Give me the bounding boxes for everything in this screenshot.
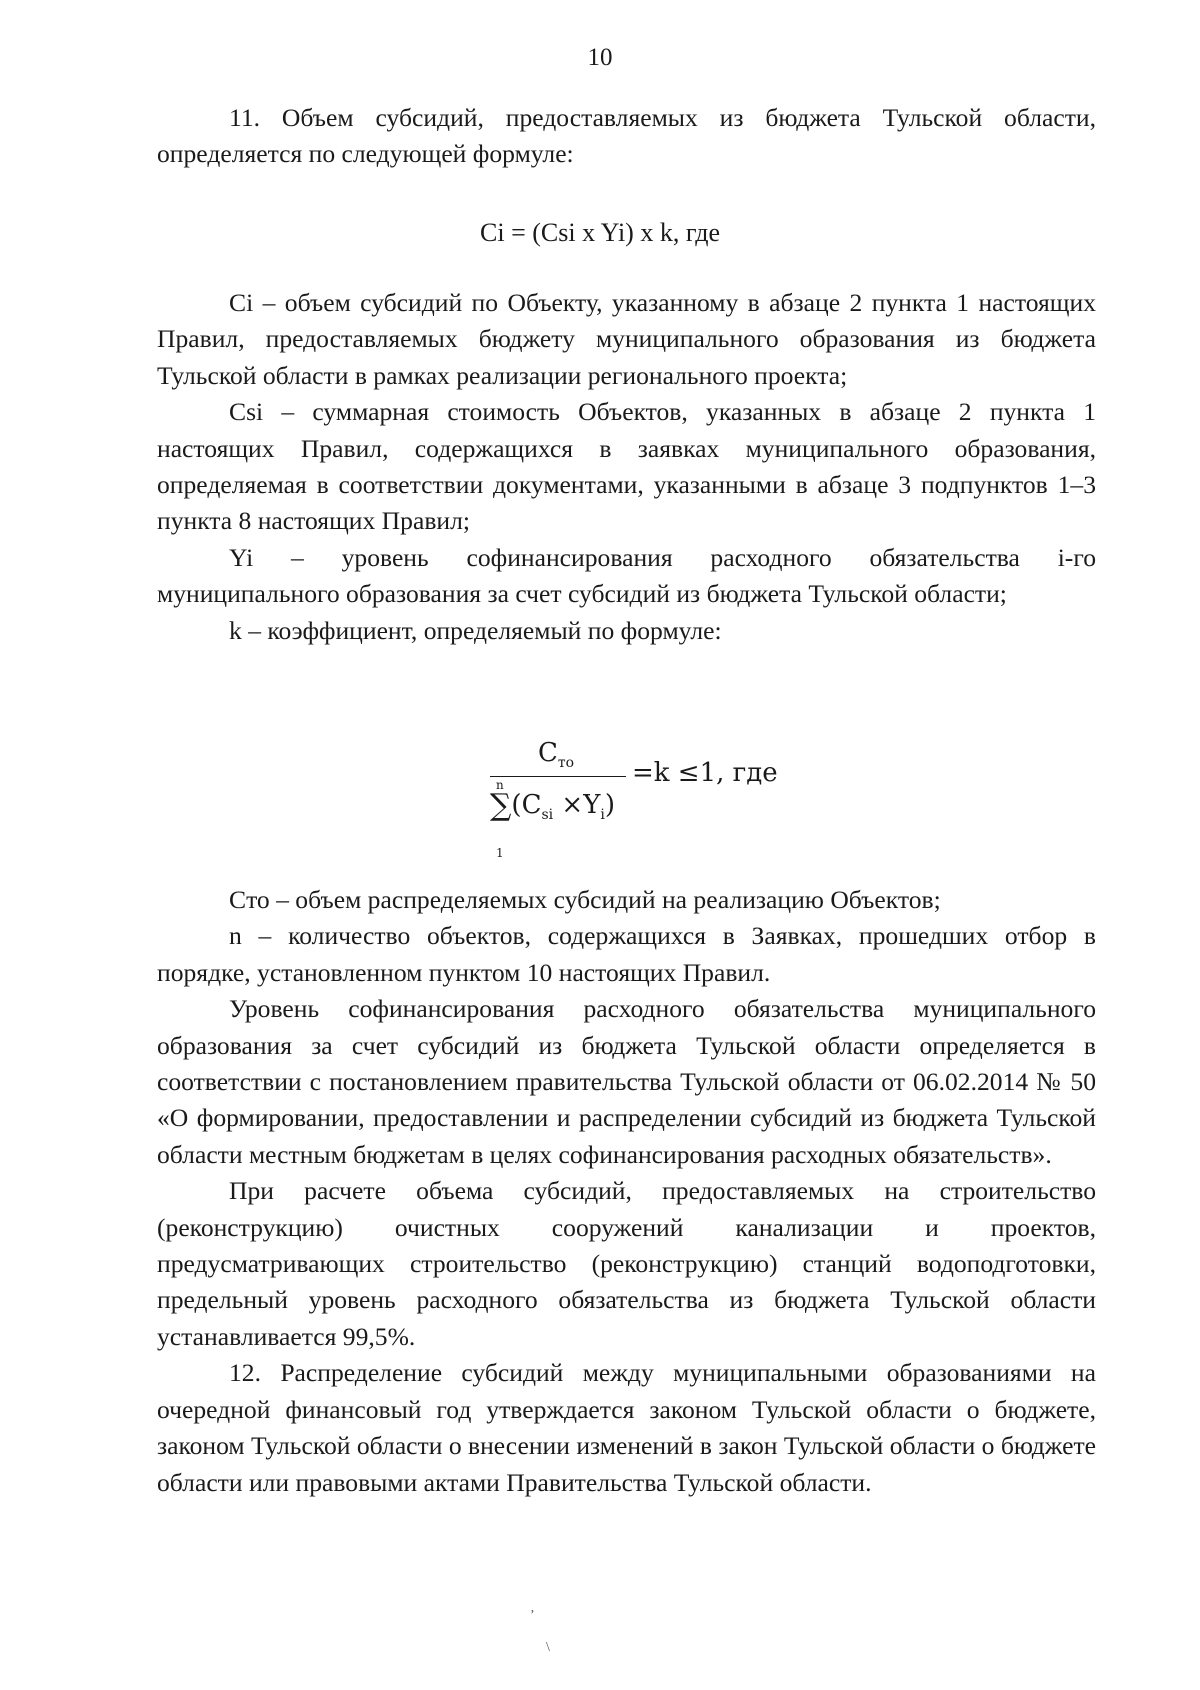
fraction-bar bbox=[490, 776, 626, 777]
intro-block bbox=[157, 100, 1096, 173]
definition-ci: Ci – объем субсидий по Объекту, указанному в абзаце 2 пункта 1 настоящих Правил, предоставляемых бюджету муниципального образования из бюджета Тульской области в рамках реализации регионального проекта; bbox=[157, 288, 1096, 390]
formula-denominator: $\sum(C_{si} \times Y_i)$ bbox=[490, 788, 615, 824]
definition-cto: Cто – объем распределяемых субсидий на реализацию Объектов; bbox=[229, 885, 941, 914]
sum-lower-limit: 1 bbox=[496, 846, 504, 860]
scan-mark: ʼ bbox=[530, 1608, 535, 1623]
paragraph-11: 11. Объем субсидий, предоставляемых из бюджета Тульской области, определяется по следующей формуле: bbox=[157, 103, 1096, 169]
definition-n: n – количество объектов, содержащихся в Заявках, прошедших отбор в порядке, установленном пунктом 10 настоящих Правил. bbox=[157, 921, 1096, 987]
definition-k: k – коэффициент, определяемый по формуле: bbox=[229, 615, 722, 645]
formula-rhs: =k ≤1, где bbox=[632, 758, 778, 788]
page-number: 10 bbox=[587, 44, 613, 71]
definitions-block bbox=[157, 285, 1096, 649]
body-block bbox=[157, 882, 1096, 1501]
definition-csi: Csi – суммарная стоимость Объектов, указанных в абзаце 2 пункта 1 настоящих Правил, содержащихся в заявках муниципального образования, определяемая в соответствии документами, указанными в абзаце 3 подпунктов 1–3 пункта 8 настоящих Правил; bbox=[157, 397, 1096, 536]
sigma-symbol: ∑ bbox=[490, 788, 512, 823]
scan-mark: \ bbox=[546, 1640, 550, 1655]
formula-numerator: $C_{то}$ bbox=[538, 738, 575, 772]
paragraph-calculation: При расчете объема субсидий, предоставляемых на строительство (реконструкцию) очистных сооружений канализации и проектов, предусматривающих строительство (реконструкцию) станций водоподготовки, предельный уровень расходного обязательства из бюджета Тульской области устанавливается 99,5%. bbox=[157, 1176, 1096, 1351]
formula-ci: Ci = (Csi x Yi) x k, где bbox=[480, 218, 720, 247]
paragraph-cofinancing: Уровень софинансирования расходного обязательства муниципального образования за счет субсидий из бюджета Тульской области определяется в соответствии с постановлением правительства Тульской области от 06.02.2014 № 50 «О формировании, предоставлении и распределении субсидий из бюджета Тульской области местным бюджетам в целях софинансирования расходных обязательств». bbox=[157, 994, 1096, 1169]
formula-k bbox=[490, 738, 810, 858]
definition-yi: Yi – уровень софинансирования расходного обязательства i-го муниципального образования за счет субсидий из бюджета Тульской области; bbox=[157, 542, 1096, 609]
sum-upper-limit: n bbox=[496, 778, 504, 792]
paragraph-12: 12. Распределение субсидий между муниципальными образованиями на очередной финансовый год утверждается законом Тульской области о бюджете, законом Тульской области о внесении изменений в закон Тульской области о бюджете области или правовыми актами Правительства Тульской области. bbox=[157, 1358, 1096, 1497]
